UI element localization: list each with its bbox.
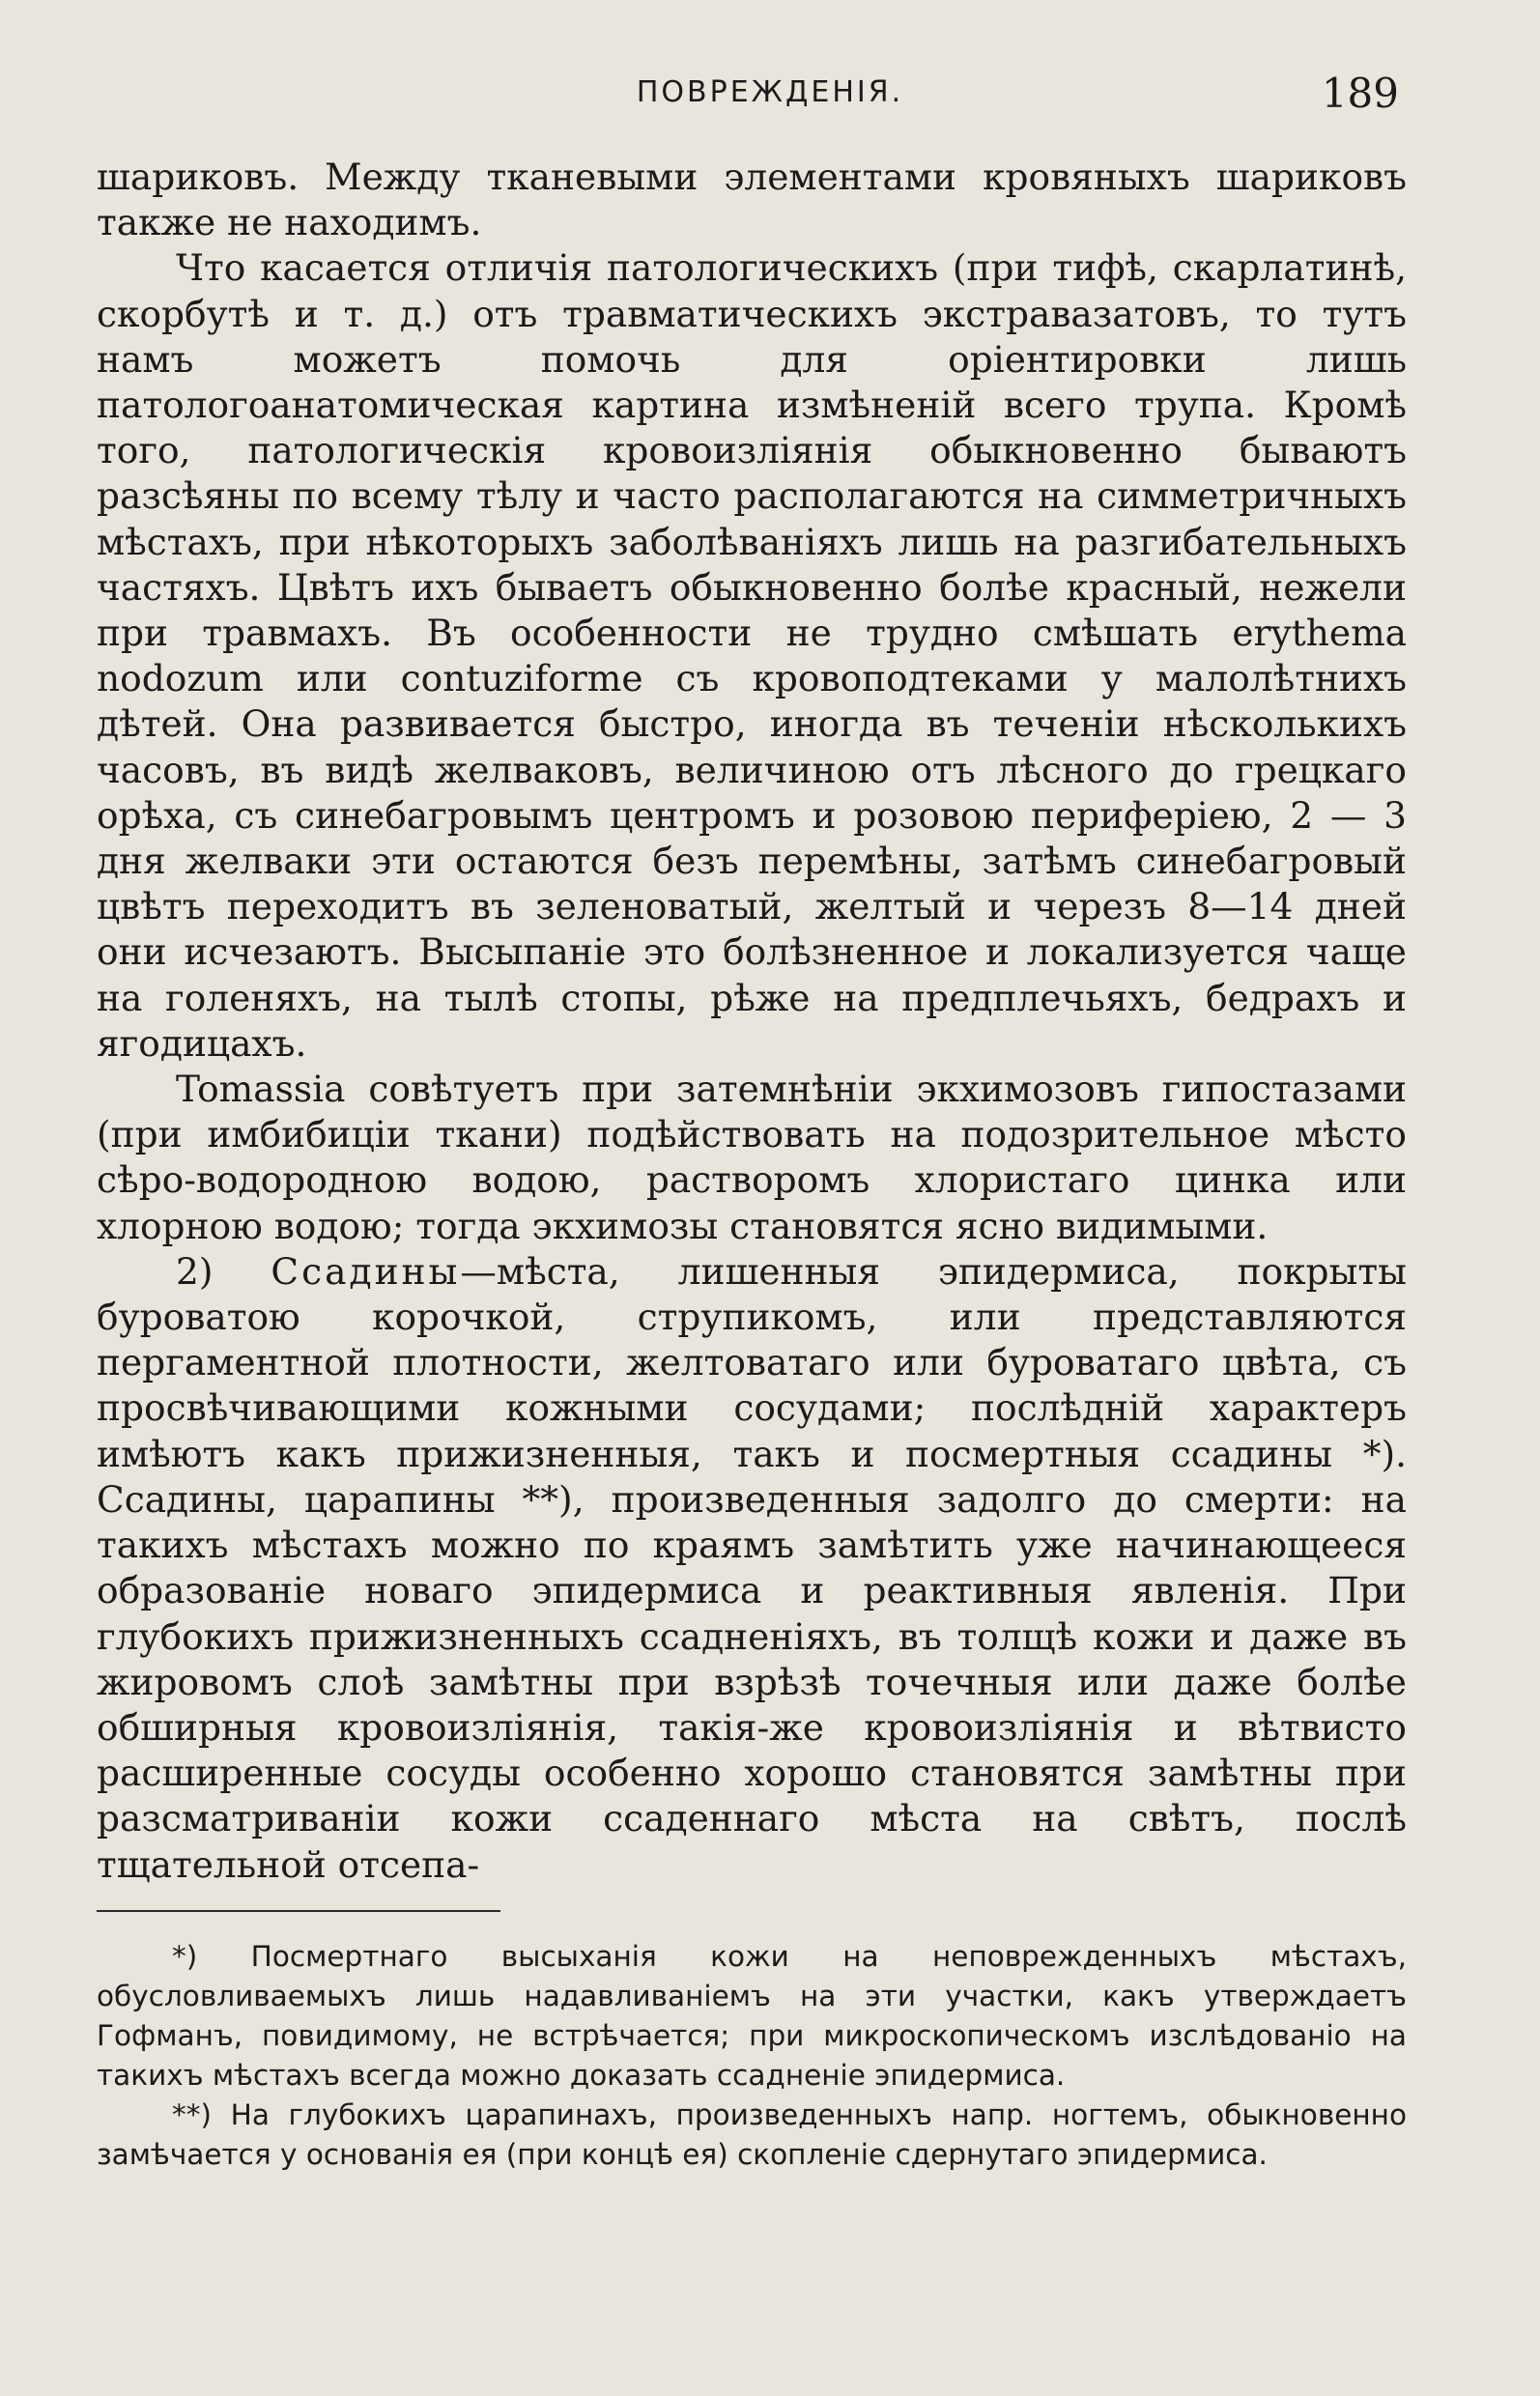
paragraph: шариковъ. Между тканевыми элементами кровяныхъ шариковъ также не находимъ. <box>97 156 1407 244</box>
running-title: ПОВРЕЖДЕНІЯ. <box>636 75 904 109</box>
body-text <box>97 155 1407 1888</box>
paragraph-text: —мѣста, лишенныя эпидермиса, покрыты буроватою корочкой, струпикомъ, или представляются пергаментной плотности, желтоватаго или буроватаго цвѣта, съ просвѣчивающими кожными сосудами; послѣдній характеръ имѣютъ какъ прижизненныя, такъ и посмертныя ссадины *). Ссадины, царапины **), произведенныя задолго до смерти: на такихъ мѣстахъ можно по краямъ замѣтить уже начинающееся образованіе новаго эпидермиса и реактивныя явленія. При глубокихъ прижизненныхъ ссадненіяхъ, въ толщѣ кожи и даже въ жировомъ слоѣ замѣтны при взрѣзѣ точечныя или даже болѣе обширныя кровоизліянія, такія-же кровоизліянія и вѣтвисто расширенные сосуды особенно хорошо становятся замѣтны при разсматриваніи кожи ссаденнаго мѣста на свѣтъ, послѣ тщательной отсепа- <box>97 1249 1407 1886</box>
paragraph: Tomassia совѣтуетъ при затемнѣніи экхимозовъ гипостазами (при имбибиціи ткани) подѣйствовать на подозрительное мѣсто сѣро-водородною водою, растворомъ хлористаго цинка или хлорною водою; тогда экхимозы становятся ясно видимыми. <box>97 1068 1407 1247</box>
paragraph: Что касается отличія патологическихъ (при тифѣ, скарлатинѣ, скорбутѣ и т. д.) отъ травматическихъ экстравазатовъ, то тутъ намъ можетъ помочь для оріентировки лишь патологоанатомическая картина измѣненій всего трупа. Кромѣ того, патологическія кровоизліянія обыкновенно бываютъ разсѣяны по всему тѣлу и часто располагаются на симметричныхъ мѣстахъ, при нѣкоторыхъ заболѣваніяхъ лишь на разгибательныхъ частяхъ. Цвѣтъ ихъ бываетъ обыкновенно болѣе красный, нежели при травмахъ. Въ особенности не трудно смѣшать erythema nodozum или contuziforme съ кровоподтеками у малолѣтнихъ дѣтей. Она развивается быстро, иногда въ теченіи нѣсколькихъ часовъ, въ видѣ желваковъ, величиною отъ лѣсного до грецкаго орѣха, съ синебагровымъ центромъ и розовою периферіею, 2 — 3 дня желваки эти остаются безъ перемѣны, затѣмъ синебагровый цвѣтъ переходитъ въ зеленоватый, желтый и черезъ 8—14 дней они исчезаютъ. Высыпаніе это болѣзненное и локализуется чаще на голеняхъ, на тылѣ стопы, рѣже на предплечьяхъ, бедрахъ и ягодицахъ. <box>97 246 1407 1065</box>
paragraph-number: 2) <box>176 1249 214 1293</box>
footnotes <box>97 1937 1407 2175</box>
footnote: *) Посмертнаго высыханія кожи на неповрежденныхъ мѣстахъ, обусловливаемыхъ лишь надавливаніемъ на эти участки, какъ утверждаетъ Гофманъ, повидимому, не встрѣчается; при микроскопическомъ изслѣдованіо на такихъ мѣстахъ всегда можно доказать ссадненіе эпидермиса. <box>97 1940 1407 2092</box>
term-abrasions: Ссадины <box>271 1249 461 1293</box>
footnote: **) На глубокихъ царапинахъ, произведенныхъ напр. ногтемъ, обыкновенно замѣчается у основанія ея (при концѣ ея) скопленіе сдернутаго эпидермиса. <box>97 2098 1407 2171</box>
page-number: 189 <box>1321 70 1399 117</box>
running-head <box>0 70 1540 117</box>
footnote-separator <box>97 1910 500 1912</box>
paragraph <box>97 1249 1407 1888</box>
